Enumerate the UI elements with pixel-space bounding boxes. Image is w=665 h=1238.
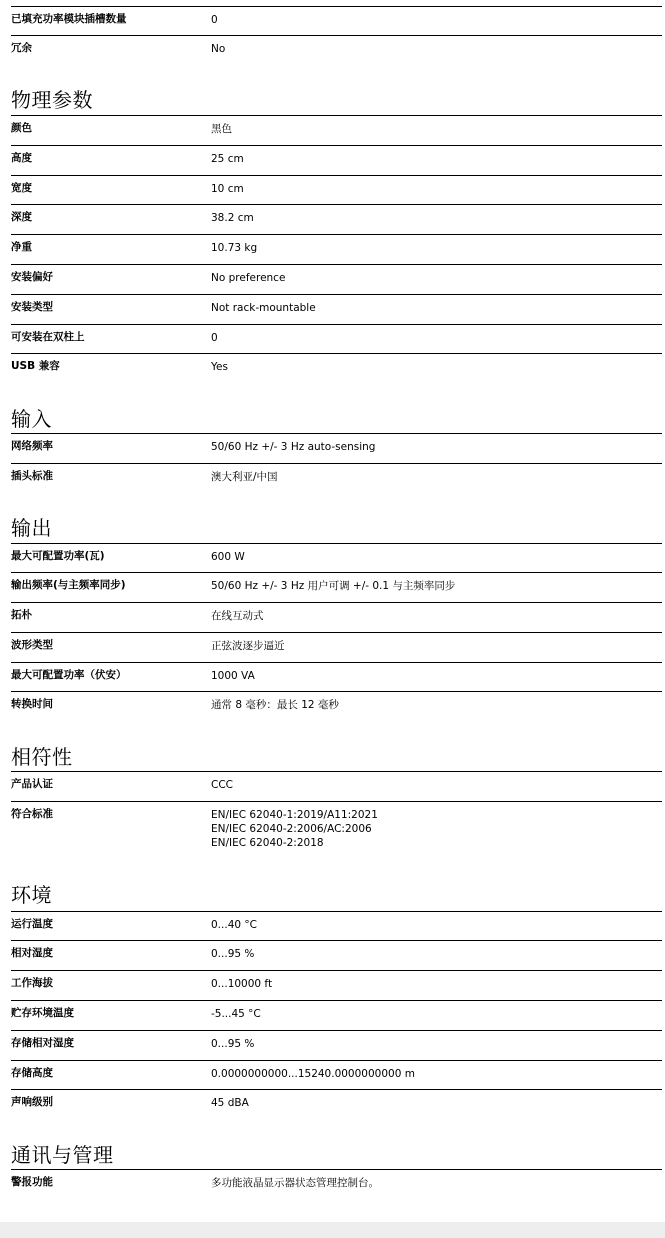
spec-row <box>11 294 662 324</box>
spec-row <box>11 234 662 264</box>
spec-label: 输出频率(与主频率同步) <box>11 579 126 591</box>
spec-row <box>11 1169 662 1199</box>
spec-label: 高度 <box>11 152 32 164</box>
spec-value: 在线互动式 <box>211 610 264 622</box>
spec-value: 澳大利亚/中国 <box>211 471 278 483</box>
spec-row <box>11 970 662 1000</box>
spec-row <box>11 543 662 573</box>
spec-label: 存储高度 <box>11 1067 53 1079</box>
spec-value: 10 cm <box>211 183 244 195</box>
spec-label: 深度 <box>11 211 32 223</box>
spec-row <box>11 175 662 205</box>
spec-row <box>11 264 662 294</box>
spec-value: 0...95 % <box>211 948 255 960</box>
spec-value: CCC <box>211 779 233 791</box>
spec-row <box>11 632 662 662</box>
spec-label: 波形类型 <box>11 639 53 651</box>
section-heading-physical: 物理参数 <box>11 88 93 112</box>
spec-value: Not rack-mountable <box>211 302 316 314</box>
spec-value: No preference <box>211 272 286 284</box>
spec-row <box>11 1089 662 1119</box>
section-heading-compliance: 相符性 <box>11 745 73 769</box>
spec-row <box>11 145 662 175</box>
spec-row <box>11 6 662 35</box>
spec-label: 安装偏好 <box>11 271 53 283</box>
spec-value: 600 W <box>211 551 245 563</box>
spec-label: 转换时间 <box>11 698 53 710</box>
spec-label: 警报功能 <box>11 1176 53 1188</box>
spec-value: 黑色 <box>211 123 232 135</box>
spec-label: USB 兼容 <box>11 360 60 372</box>
spec-row <box>11 35 662 64</box>
spec-label: 声响级别 <box>11 1096 53 1108</box>
spec-row <box>11 353 662 383</box>
spec-label: 拓朴 <box>11 609 32 621</box>
spec-value: 正弦波逐步逼近 <box>211 640 285 652</box>
standard-line: EN/IEC 62040-1:2019/A11:2021 <box>211 809 378 821</box>
spec-value: 0 <box>211 14 218 26</box>
spec-value: 25 cm <box>211 153 244 165</box>
footer-band <box>0 1222 665 1238</box>
spec-row <box>11 1030 662 1060</box>
spec-label: 可安装在双柱上 <box>11 331 85 343</box>
spec-label: 相对湿度 <box>11 947 53 959</box>
spec-label: 符合标准 <box>11 808 53 820</box>
section-heading-comms: 通讯与管理 <box>11 1143 114 1167</box>
spec-row <box>11 115 662 145</box>
standard-line: EN/IEC 62040-2:2018 <box>211 837 324 849</box>
spec-row <box>11 204 662 234</box>
spec-value: 多功能液晶显示器状态管理控制台。 <box>211 1177 379 1189</box>
spec-value: 10.73 kg <box>211 242 258 254</box>
spec-label: 产品认证 <box>11 778 53 790</box>
spec-row <box>11 911 662 941</box>
standard-line: EN/IEC 62040-2:2006/AC:2006 <box>211 823 372 835</box>
spec-row <box>11 602 662 632</box>
spec-row <box>11 940 662 970</box>
section-heading-input: 输入 <box>11 407 52 431</box>
spec-value: 50/60 Hz +/- 3 Hz 用户可调 +/- 0.1 与主频率同步 <box>211 580 456 592</box>
spec-label: 冗余 <box>11 42 32 54</box>
spec-value: 0 <box>211 332 218 344</box>
spec-value: 38.2 cm <box>211 212 254 224</box>
spec-label: 工作海拔 <box>11 977 53 989</box>
spec-value: No <box>211 43 226 55</box>
spec-label: 贮存环境温度 <box>11 1007 74 1019</box>
spec-value: 0...40 °C <box>211 919 257 931</box>
spec-label: 净重 <box>11 241 32 253</box>
section-heading-environment: 环境 <box>11 883 52 907</box>
spec-label: 颜色 <box>11 122 32 134</box>
spec-value: 50/60 Hz +/- 3 Hz auto-sensing <box>211 441 376 453</box>
spec-row <box>11 1000 662 1030</box>
spec-value: 0...95 % <box>211 1038 255 1050</box>
spec-label: 存储相对湿度 <box>11 1037 74 1049</box>
spec-value: 45 dBA <box>211 1097 249 1109</box>
spec-row <box>11 771 662 801</box>
spec-label: 宽度 <box>11 182 32 194</box>
section-heading-output: 输出 <box>11 516 52 540</box>
spec-label: 运行温度 <box>11 918 53 930</box>
spec-value: 通常 8 毫秒：最长 12 毫秒 <box>211 699 339 711</box>
spec-label: 最大可配置功率（伏安） <box>11 669 127 681</box>
spec-label: 最大可配置功率(瓦) <box>11 550 105 562</box>
spec-value: 1000 VA <box>211 670 255 682</box>
spec-value: 0.0000000000...15240.0000000000 m <box>211 1068 415 1080</box>
spec-row <box>11 572 662 602</box>
spec-row <box>11 433 662 463</box>
spec-row <box>11 463 662 493</box>
spec-label: 网络频率 <box>11 440 53 452</box>
spec-row <box>11 662 662 692</box>
spec-value: -5...45 °C <box>211 1008 261 1020</box>
spec-row <box>11 1060 662 1090</box>
spec-label: 插头标准 <box>11 470 53 482</box>
spec-label: 安装类型 <box>11 301 53 313</box>
spec-row <box>11 324 662 354</box>
spec-row <box>11 801 662 861</box>
spec-label: 已填充功率模块插槽数量 <box>11 13 127 25</box>
spec-row <box>11 691 662 721</box>
spec-value: Yes <box>211 361 228 373</box>
spec-value-multiline <box>211 808 378 850</box>
spec-value: 0...10000 ft <box>211 978 273 990</box>
